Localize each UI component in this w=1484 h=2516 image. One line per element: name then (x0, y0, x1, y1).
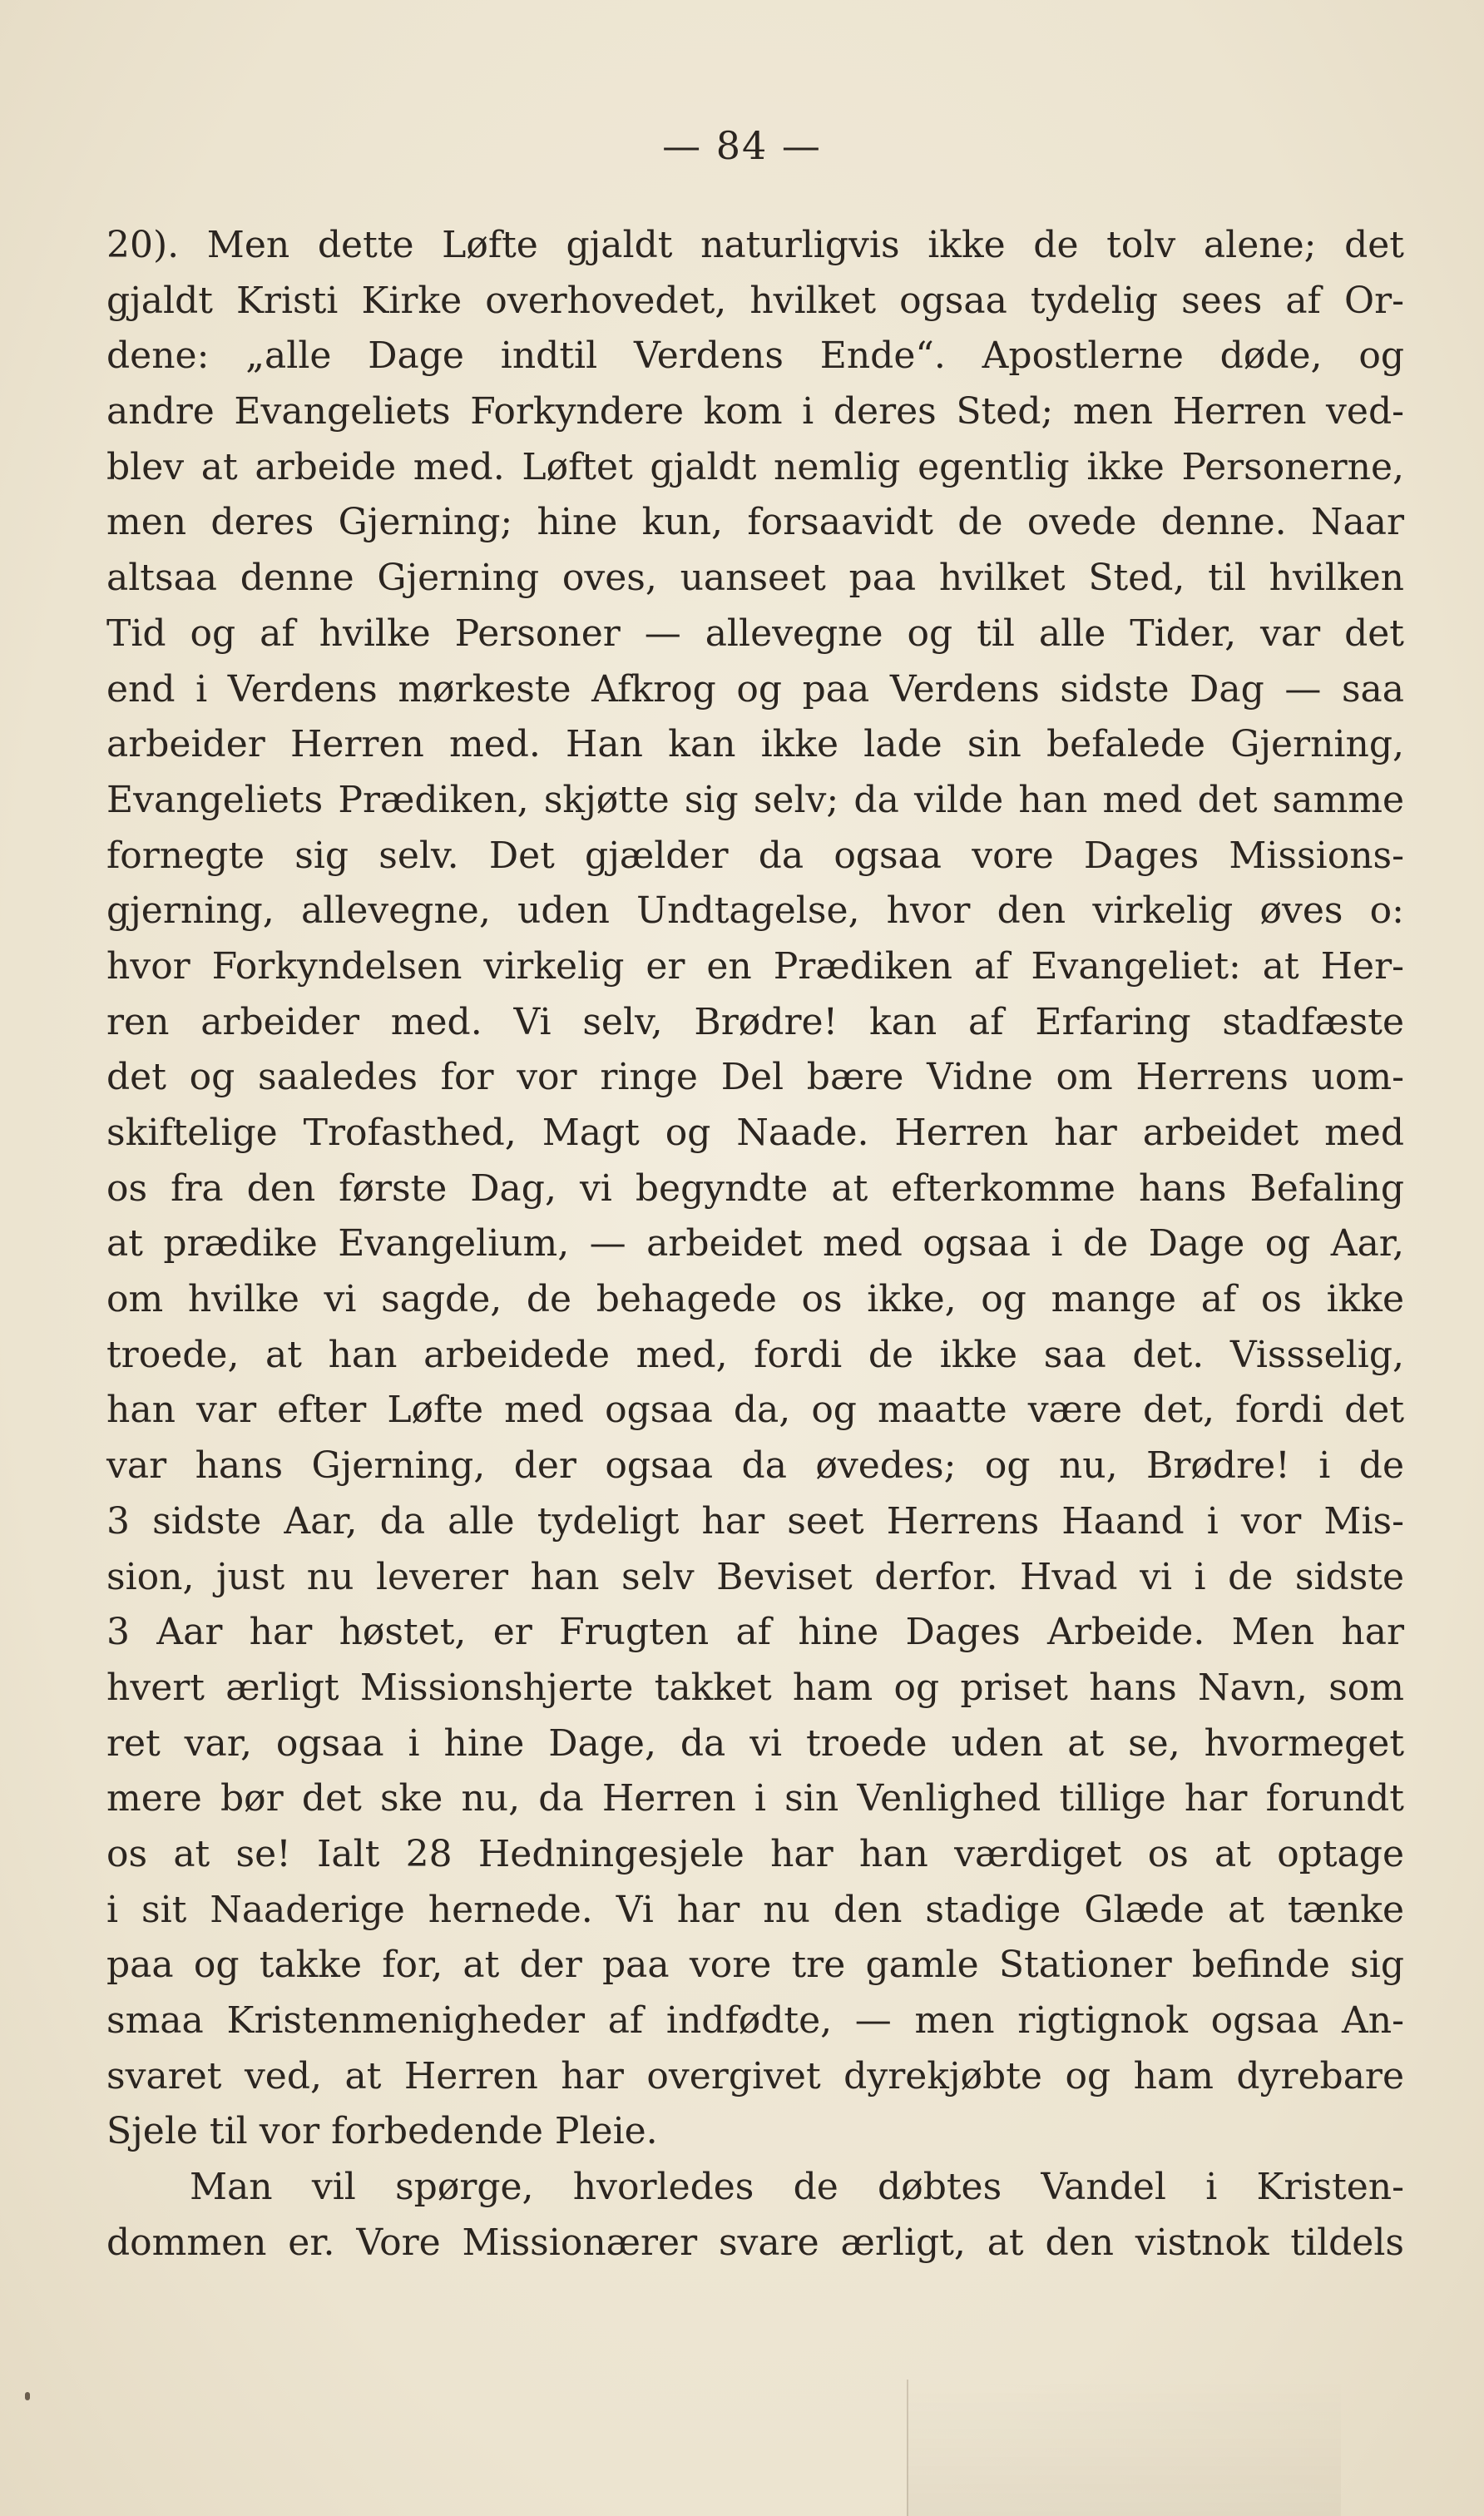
text-line: paa og takke for, at der paa vore tre gamle Stationer befinde sig (106, 1944, 1404, 1987)
paragraph-2 (106, 2160, 1404, 2271)
text-line: hvor Forkyndelsen virkelig er en Prædiken af Evangeliet: at Her- (106, 944, 1404, 988)
text-line: gjaldt Kristi Kirke overhovedet, hvilket ogsaa tydelig sees af Or- (106, 279, 1404, 322)
text-line: troede, at han arbeidede med, fordi de ikke saa det. Vissselig, (106, 1333, 1404, 1376)
text-line: det og saaledes for vor ringe Del bære Vidne om Herrens uom- (106, 1056, 1404, 1099)
text-line: hvert ærligt Missionshjerte takket ham og priset hans Navn, som (106, 1666, 1404, 1709)
text-line: han var efter Løfte med ogsaa da, og maatte være det, fordi det (106, 1389, 1404, 1432)
text-line: om hvilke vi sagde, de behagede os ikke, og mange af os ikke (106, 1278, 1404, 1321)
text-line: arbeider Herren med. Han kan ikke lade sin befalede Gjerning, (106, 723, 1404, 766)
text-line: mere bør det ske nu, da Herren i sin Venlighed tillige har forundt (106, 1777, 1404, 1820)
text-line: ret var, ogsaa i hine Dage, da vi troede uden at se, hvormeget (106, 1721, 1404, 1765)
text-line: var hans Gjerning, der ogsaa da øvedes; og nu, Brødre! i de (106, 1444, 1404, 1488)
text-line: svaret ved, at Herren har overgivet dyrekjøbte og ham dyrebare (106, 2054, 1404, 2097)
text-line: 3 sidste Aar, da alle tydeligt har seet Herrens Haand i vor Mis- (106, 1499, 1404, 1543)
text-line: Tid og af hvilke Personer — allevegne og til alle Tider, var det (106, 612, 1404, 655)
text-line: andre Evangeliets Forkyndere kom i deres Sted; men Herren ved- (106, 390, 1404, 433)
text-line: os fra den første Dag, vi begyndte at efterkomme hans Befaling (106, 1166, 1404, 1210)
paragraph-1 (106, 218, 1404, 2160)
text-line: i sit Naaderige hernede. Vi har nu den stadige Glæde at tænke (106, 1888, 1404, 1931)
text-line: sion, just nu leverer han selv Beviset derfor. Hvad vi i de sidste (106, 1555, 1404, 1598)
text-line: blev at arbeide med. Løftet gjaldt nemlig egentlig ikke Personerne, (106, 445, 1404, 488)
text-line: 20). Men dette Løfte gjaldt naturligvis ikke de tolv alene; det (106, 224, 1404, 266)
ink-speck (25, 2392, 30, 2400)
text-line: altsaa denne Gjerning oves, uanseet paa hvilket Sted, til hvilken (106, 557, 1404, 600)
text-line: fornegte sig selv. Det gjælder da ogsaa vore Dages Missions- (106, 834, 1404, 877)
page-shadow (907, 2380, 1341, 2516)
text-line: Sjele til vor forbedende Pleie. (106, 2110, 658, 2153)
text-line: smaa Kristenmenigheder af indfødte, — men rigtignok ogsaa An- (106, 1999, 1404, 2042)
text-line: Man vil spørge, hvorledes de døbtes Vandel i Kristen- (190, 2166, 1404, 2209)
text-line: gjerning, allevegne, uden Undtagelse, hvor den virkelig øves o: (106, 889, 1404, 933)
text-line: Evangeliets Prædiken, skjøtte sig selv; da vilde han med det samme (106, 778, 1404, 821)
text-line: at prædike Evangelium, — arbeidet med ogsaa i de Dage og Aar, (106, 1222, 1404, 1265)
text-line: dommen er. Vore Missionærer svare ærligt, at den vistnok tildels (106, 2221, 1404, 2264)
text-line: end i Verdens mørkeste Afkrog og paa Verdens sidste Dag — saa (106, 667, 1404, 711)
body-text (106, 218, 1404, 2271)
page-number: — 84 — (662, 123, 822, 168)
text-line: skiftelige Trofasthed, Magt og Naade. Herren har arbeidet med (106, 1112, 1404, 1154)
text-line: 3 Aar har høstet, er Frugten af hine Dages Arbeide. Men har (106, 1611, 1404, 1654)
text-line: men deres Gjerning; hine kun, forsaavidt de ovede denne. Naar (106, 501, 1404, 544)
text-line: dene: „alle Dage indtil Verdens Ende“. Apostlerne døde, og (106, 334, 1404, 378)
text-line: os at se! Ialt 28 Hedningesjele har han værdiget os at optage (106, 1832, 1404, 1875)
text-line: ren arbeider med. Vi selv, Brødre! kan af Erfaring stadfæste (106, 1000, 1404, 1043)
